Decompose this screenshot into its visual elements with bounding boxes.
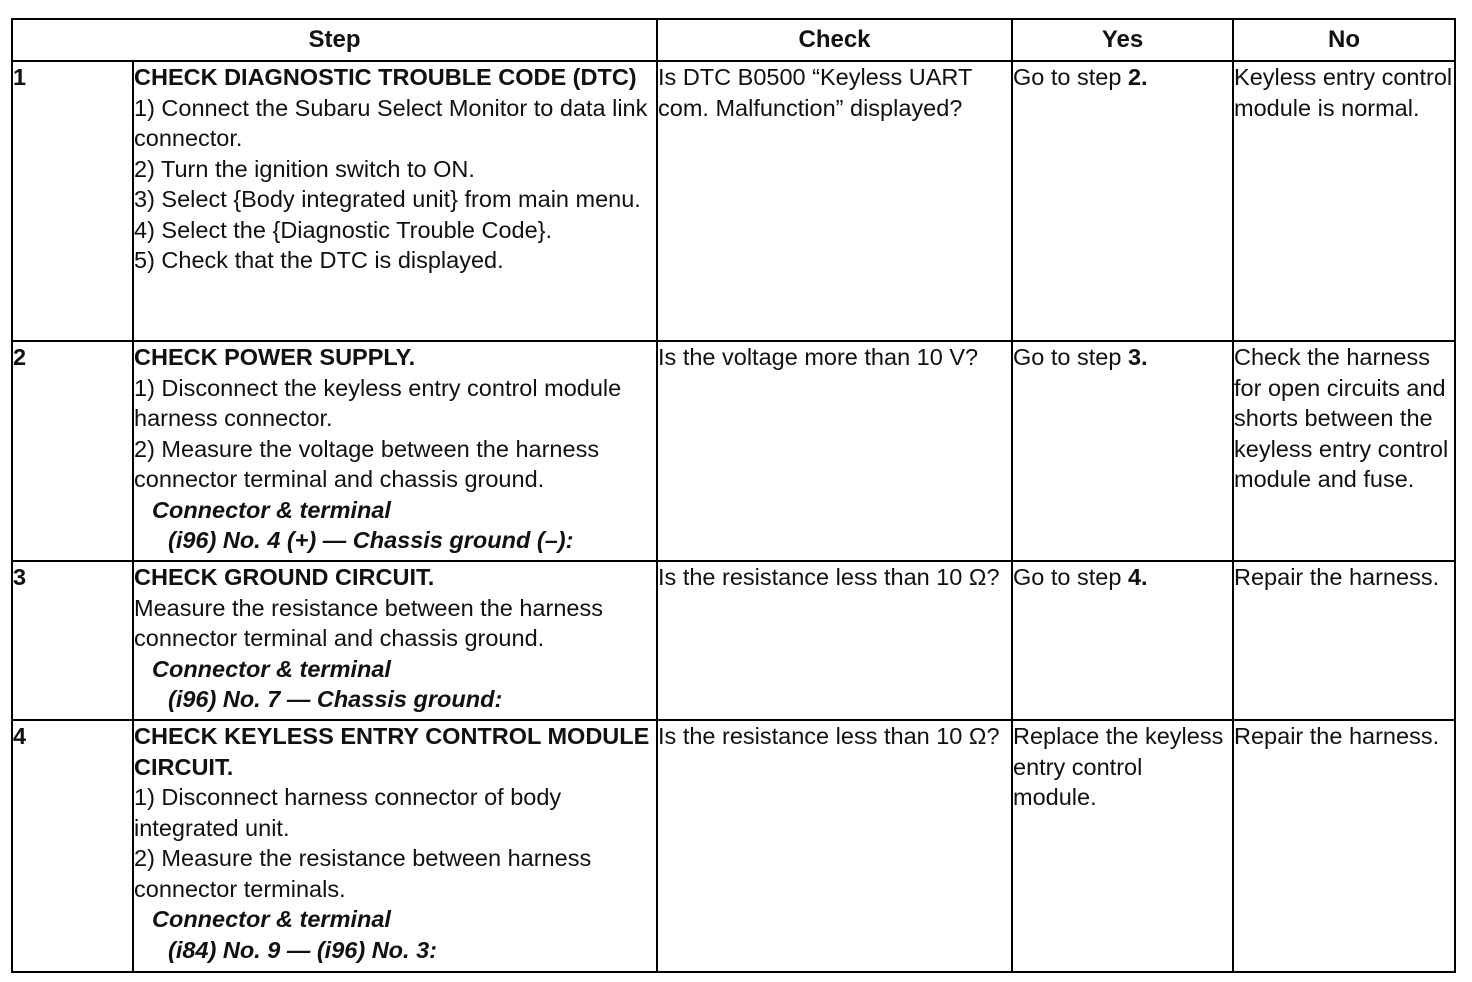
diagnostic-table <box>11 18 1456 973</box>
connector-value: (i96) No. 4 (+) — Chassis ground (–): <box>168 527 574 553</box>
step-line: 2) Turn the ignition switch to ON. <box>134 155 475 182</box>
yes-cell <box>1012 341 1233 561</box>
step-line: 5) Check that the DTC is displayed. <box>134 247 504 273</box>
step-cell <box>133 61 657 341</box>
step-cell <box>133 561 657 720</box>
connector-label: Connector & terminal <box>152 655 391 682</box>
check-cell: Is the voltage more than 10 V? <box>657 341 1012 561</box>
step-title: CHECK GROUND CIRCUIT. <box>134 564 435 590</box>
connector-label: Connector & terminal <box>152 496 391 523</box>
step-line: 4) Select the {Diagnostic Trouble Code}. <box>134 216 553 243</box>
step-number: 3 <box>12 561 133 720</box>
no-cell: Keyless entry control module is normal. <box>1233 61 1455 341</box>
connector-value: (i84) No. 9 — (i96) No. 3: <box>168 936 437 963</box>
step-title: CHECK DIAGNOSTIC TROUBLE CODE (DTC) <box>134 64 637 90</box>
yes-step-ref: 4. <box>1127 564 1148 590</box>
yes-cell <box>1012 61 1233 341</box>
yes-prefix: Go to step <box>1013 564 1128 590</box>
yes-step-ref: 2. <box>1127 64 1148 90</box>
step-line: 1) Connect the Subaru Select Monitor to data link connector. <box>134 94 648 151</box>
table-row <box>12 561 1455 720</box>
check-cell: Is the resistance less than 10 Ω? <box>657 561 1012 720</box>
header-no: No <box>1233 19 1455 61</box>
step-title: CHECK POWER SUPPLY. <box>134 344 416 370</box>
step-number: 2 <box>12 341 133 561</box>
table-row <box>12 720 1455 972</box>
check-cell: Is the resistance less than 10 Ω? <box>657 720 1012 972</box>
no-cell: Check the harness for open circuits and shorts between the keyless entry control module and fuse. <box>1233 341 1455 561</box>
step-line: 2) Measure the resistance between harness connector terminals. <box>134 845 592 902</box>
connector-value: (i96) No. 7 — Chassis ground: <box>168 686 503 712</box>
table-row <box>12 61 1455 341</box>
check-cell: Is DTC B0500 “Keyless UART com. Malfunction” displayed? <box>657 61 1012 341</box>
connector-label: Connector & terminal <box>152 906 391 932</box>
no-cell: Repair the harness. <box>1233 561 1455 720</box>
step-line: 1) Disconnect the keyless entry control module harness connector. <box>134 374 622 431</box>
step-line: 3) Select {Body integrated unit} from main menu. <box>134 186 641 212</box>
yes-cell <box>1012 561 1233 720</box>
yes-step-ref: 3. <box>1127 344 1148 370</box>
header-step: Step <box>12 19 657 61</box>
yes-prefix: Go to step <box>1013 344 1128 370</box>
step-number: 1 <box>12 61 133 341</box>
table-row <box>12 341 1455 561</box>
step-cell <box>133 720 657 972</box>
step-line: 2) Measure the voltage between the harness connector terminal and chassis ground. <box>134 435 600 492</box>
step-title: CHECK KEYLESS ENTRY CONTROL MODULE CIRCUIT. <box>134 723 650 780</box>
no-cell: Repair the harness. <box>1233 720 1455 972</box>
step-number: 4 <box>12 720 133 972</box>
step-cell <box>133 341 657 561</box>
header-yes: Yes <box>1012 19 1233 61</box>
yes-cell: Replace the keyless entry control module. <box>1012 720 1233 972</box>
yes-prefix: Go to step <box>1013 64 1128 90</box>
step-line: 1) Disconnect harness connector of body integrated unit. <box>134 784 562 841</box>
header-row <box>12 19 1455 61</box>
step-line: Measure the resistance between the harness connector terminal and chassis ground. <box>134 594 603 651</box>
header-check: Check <box>657 19 1012 61</box>
